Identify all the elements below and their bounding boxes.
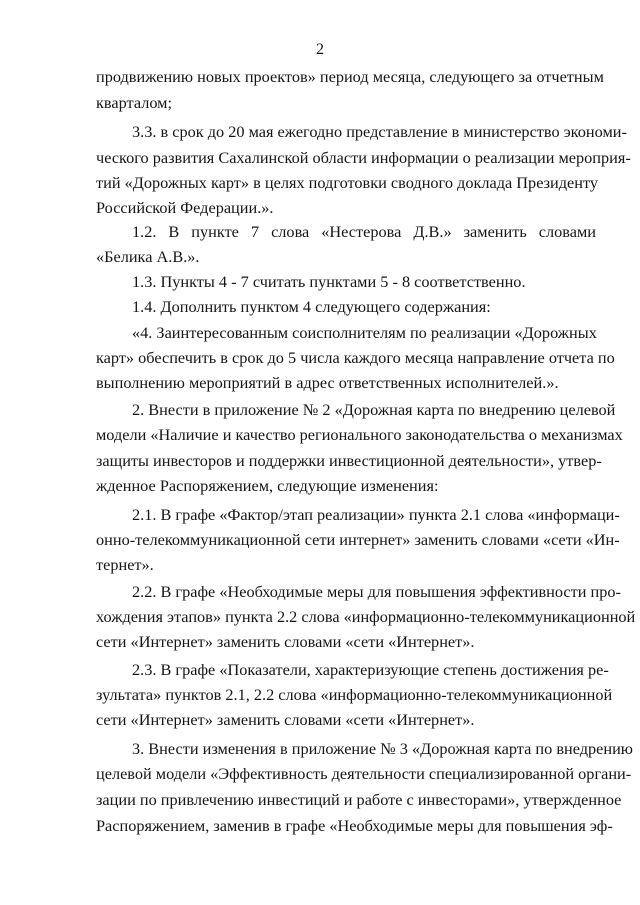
text-line: «4. Заинтересованным соисполнителям по реализации «Дорожных [132, 323, 597, 342]
text-line: тернет». [96, 555, 154, 574]
text-line: 3. Внести изменения в приложение № 3 «Дорожная карта по внедрению [132, 739, 633, 758]
text-line: 1.3. Пункты 4 - 7 считать пунктами 5 - 8 соответственно. [132, 272, 526, 291]
text-line: продвижению новых проектов» период месяца, следующего за отчетным [96, 67, 604, 86]
text-line: 2.3. В графе «Показатели, характеризующие степень достижения ре- [132, 660, 609, 679]
text-line: «Белика А.В.». [96, 247, 200, 266]
text-line: Российской Федерации.». [96, 198, 274, 217]
text-line: защиты инвесторов и поддержки инвестиционной деятельности», утвер- [96, 451, 602, 470]
text-line: 1.2. В пункте 7 слова «Нестерова Д.В.» заменить словами [132, 222, 596, 241]
text-line: выполнению мероприятий в адрес ответственных исполнителей.». [96, 373, 559, 392]
text-line: Распоряжением, заменив в графе «Необходимые меры для повышения эф- [96, 816, 613, 835]
text-line: 2. Внести в приложение № 2 «Дорожная карта по внедрению целевой [132, 400, 616, 419]
text-line: сети «Интернет» заменить словами «сети «Интернет». [96, 710, 475, 729]
text-line: тий «Дорожных карт» в целях подготовки сводного доклада Президенту [96, 173, 599, 192]
text-line: 2.2. В графе «Необходимые меры для повышения эффективности про- [132, 582, 621, 601]
text-line: кварталом; [96, 93, 173, 112]
text-line: 3.3. в срок до 20 мая ежегодно представление в министерство экономи- [132, 122, 627, 141]
text-line: хождения этапов» пункта 2.2 слова «информационно-телекоммуникационной [96, 607, 636, 626]
text-line: карт» обеспечить в срок до 5 числа каждого месяца направление отчета по [96, 348, 615, 367]
page-number: 2 [316, 41, 324, 58]
text-line: 1.4. Дополнить пунктом 4 следующего содержания: [132, 297, 491, 316]
text-line: онно-телекоммуникационной сети интернет» заменить словами «сети «Ин- [96, 530, 620, 549]
text-line: зультата» пунктов 2.1, 2.2 слова «информационно-телекоммуникационной [96, 685, 613, 704]
text-line: жденное Распоряжением, следующие изменения: [96, 476, 439, 495]
text-line: зации по привлечению инвестиций и работе с инвесторами», утвержденное [96, 790, 622, 809]
text-line: ческого развития Сахалинской области информации о реализации мероприя- [96, 148, 631, 167]
text-line: модели «Наличие и качество регионального законодательства о механизмах [96, 425, 623, 444]
text-line: 2.1. В графе «Фактор/этап реализации» пункта 2.1 слова «информаци- [132, 505, 620, 524]
text-line: сети «Интернет» заменить словами «сети «Интернет». [96, 632, 475, 651]
text-line: целевой модели «Эффективность деятельности специализированной органи- [96, 764, 632, 783]
